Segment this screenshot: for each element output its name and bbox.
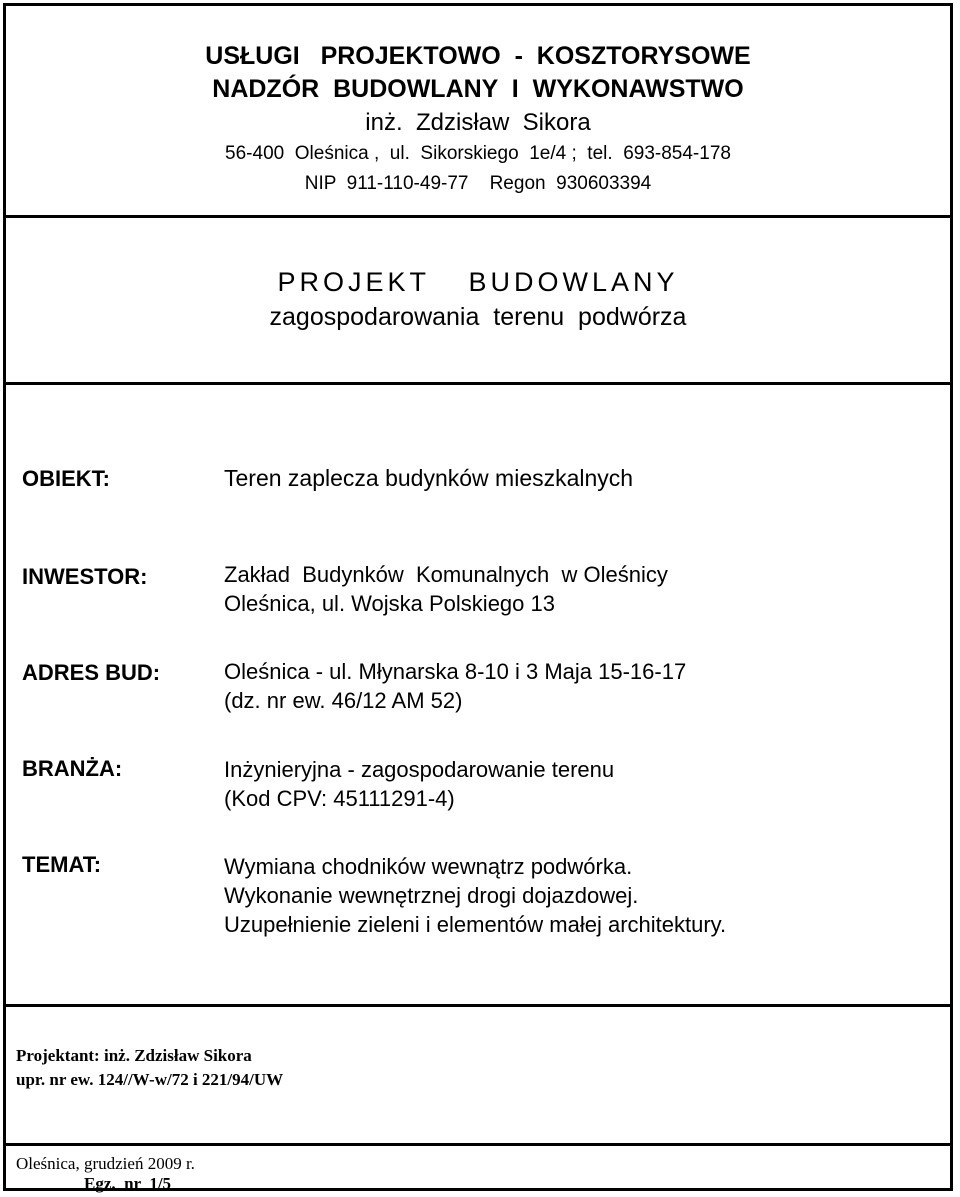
temat-item-1: Wymiana chodników wewnątrz podwórka. [224, 854, 633, 879]
adres-street: Oleśnica - ul. Młynarska 8-10 i 3 Maja 15-16-17 [224, 659, 687, 684]
branza-cpv: (Kod CPV: 45111291-4) [224, 786, 455, 811]
divider-body [6, 1004, 950, 1007]
inwestor-value [224, 560, 668, 618]
branza-value [224, 755, 614, 813]
project-title-block [6, 264, 950, 334]
designer-license: upr. nr ew. 124//W-w/72 i 221/94/UW [16, 1070, 284, 1089]
divider-footer [6, 1143, 950, 1146]
company-owner: inż. Zdzisław Sikora [365, 109, 591, 136]
company-address: 56-400 Oleśnica , ul. Sikorskiego 1e/4 ; tel. 693-854-178 [225, 143, 731, 164]
branza-type: Inżynieryjna - zagospodarowanie terenu [224, 757, 615, 782]
company-header [6, 40, 950, 199]
company-services: USŁUGI PROJEKTOWO - KOSZTORYSOWE [205, 42, 751, 70]
temat-value [224, 852, 726, 939]
inwestor-name: Zakład Budynków Komunalnych w Oleśnicy [224, 562, 668, 587]
temat-label: TEMAT: [22, 852, 102, 877]
company-tax-ids: NIP 911-110-49-77 Regon 930603394 [304, 173, 652, 194]
divider-title [6, 382, 950, 385]
designer-name: Projektant: inż. Zdzisław Sikora [16, 1046, 252, 1065]
adres-label: ADRES BUD: [22, 660, 161, 685]
adres-parcel: (dz. nr ew. 46/12 AM 52) [224, 688, 463, 713]
designer-block [16, 1044, 283, 1092]
inwestor-label: INWESTOR: [22, 564, 148, 589]
obiekt-value: Teren zaplecza budynków mieszkalnych [224, 465, 634, 491]
copy-number: Egz. nr 1/5 [84, 1174, 172, 1193]
temat-item-3: Uzupełnienie zieleni i elementów małej architektury. [224, 912, 727, 937]
issue-date: Oleśnica, grudzień 2009 r. [16, 1154, 195, 1173]
inwestor-address: Oleśnica, ul. Wojska Polskiego 13 [224, 591, 555, 616]
adres-value [224, 657, 686, 715]
project-subtitle: zagospodarowania terenu podwórza [269, 303, 687, 331]
company-supervision: NADZÓR BUDOWLANY I WYKONAWSTWO [212, 75, 744, 103]
project-title: PROJEKT BUDOWLANY [277, 267, 679, 297]
branza-label: BRANŻA: [22, 756, 123, 781]
obiekt-label: OBIEKT: [22, 466, 110, 491]
temat-item-2: Wykonanie wewnętrznej drogi dojazdowej. [224, 883, 639, 908]
document-frame [3, 3, 953, 1191]
divider-header [6, 215, 950, 218]
